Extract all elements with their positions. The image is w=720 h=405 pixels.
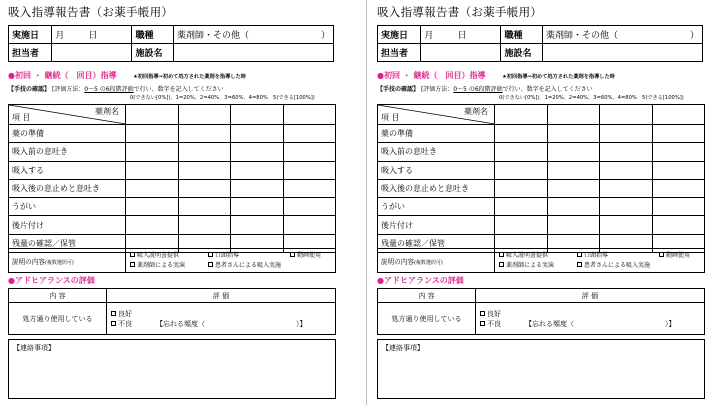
score-cell[interactable] [126,179,179,197]
drug-name-cell[interactable] [283,105,336,125]
checkbox-icon[interactable] [130,252,135,257]
table-row [9,161,336,179]
checkbox-icon[interactable] [208,262,213,267]
method-suffix: で行い、数字を記入してください [502,86,593,93]
score-cell[interactable] [178,125,231,143]
option-verbal[interactable] [577,251,608,261]
score-cell[interactable] [600,143,653,161]
page-divider [366,0,367,405]
table-row [378,198,705,216]
contact-label: 【連絡事項】 [382,344,424,352]
explanation-sublabel: (複数選択可) [413,260,443,266]
score-cell[interactable] [231,125,284,143]
drug-name-cell[interactable] [231,105,284,125]
table-row [378,143,705,161]
skill-table [377,104,705,253]
score-cell[interactable] [652,161,705,179]
table-row [9,179,336,197]
method-underlined: 0～5 の6段階評価 [84,86,134,93]
skill-table-header [378,105,705,125]
option-bad[interactable] [480,319,700,329]
option-pharmacist-demo[interactable] [130,261,185,271]
option-label: 薬剤師による実演 [137,262,186,269]
table-row [378,216,705,234]
row-label: 残量の確認／保管 [9,234,126,252]
checkbox-icon[interactable] [499,252,504,257]
session-type: ●初回 ・ 継続（ 回目）指導 [8,71,117,80]
skill-check-line [377,84,593,93]
drug-name-cell[interactable] [495,105,548,125]
row-label: 吸入後の息止めと息吐き [378,179,495,197]
option-label: 患者さんによる吸入実施 [215,262,282,269]
score-cell[interactable] [652,125,705,143]
row-label: 薬の準備 [9,125,126,143]
option-label: 薬剤師による実演 [506,262,555,269]
forget-frequency: 【忘れる頻度（ ）】 [156,319,307,328]
score-cell[interactable] [547,161,600,179]
method-suffix: で行い、数字を記入してください [133,86,224,93]
checkbox-icon[interactable] [111,321,116,326]
row-label: 吸入後の息止めと息吐き [9,179,126,197]
option-label: 吸入説明書提供 [506,252,549,259]
score-cell[interactable] [547,125,600,143]
row-label: 後片付け [378,216,495,234]
checkbox-icon[interactable] [577,252,582,257]
option-label: 口頭指導 [215,252,240,259]
report-form [373,0,711,405]
score-cell[interactable] [126,125,179,143]
score-cell[interactable] [600,179,653,197]
score-cell[interactable] [652,179,705,197]
corner-top-label: 薬剤名 [95,107,119,116]
role-label: 職種 [501,26,543,44]
drug-name-cell[interactable] [652,105,705,125]
scale-line: 0(できない[0%])、1=20%、2=40%、3=60%、4=80% 5(できる[100%]) [499,95,684,101]
contact-notes[interactable] [377,339,705,399]
score-cell[interactable] [600,216,653,234]
staff-label: 担当者 [9,44,52,62]
checkbox-icon[interactable] [290,252,295,257]
table-row [9,198,336,216]
date-label: 実施日 [378,26,421,44]
skill-check-label: 【手技の確認】 [377,86,420,93]
option-label: 患者さんによる吸入実施 [584,262,651,269]
score-cell[interactable] [283,179,336,197]
scale-line: 0(できない[0%])、1=20%、2=40%、3=60%、4=80% 5(できる[100%]) [130,95,315,101]
score-cell[interactable] [231,216,284,234]
adherence-title: ●アドヒアランスの評価 [377,276,464,285]
row-label: 薬の準備 [378,125,495,143]
option-video[interactable] [659,251,690,261]
score-cell[interactable] [547,198,600,216]
adherence-title: ●アドヒアランスの評価 [8,276,95,285]
checkbox-icon[interactable] [111,311,116,316]
score-cell[interactable] [547,179,600,197]
good-label: 良好 [118,309,132,318]
corner-top-label: 薬剤名 [464,107,488,116]
adherence-row-label: 処方通り使用している [9,303,107,335]
explanation-label [9,249,126,272]
option-bad[interactable] [111,319,331,329]
row-label: 吸入する [378,161,495,179]
explanation-sublabel: (複数選択可) [44,260,74,266]
score-cell[interactable] [178,143,231,161]
row-label: 吸入前の息吐き [9,143,126,161]
option-handout[interactable] [499,251,548,261]
score-cell[interactable] [495,125,548,143]
session-line [377,70,615,81]
report-form [4,0,342,405]
score-cell[interactable] [495,179,548,197]
col-eval: 評 価 [476,289,705,303]
option-handout[interactable] [130,251,179,261]
table-row [9,143,336,161]
contact-label: 【連絡事項】 [13,344,55,352]
score-cell[interactable] [283,161,336,179]
explanation-label [378,249,495,272]
drug-name-cell[interactable] [600,105,653,125]
explanation-box [377,248,705,273]
checkbox-icon[interactable] [499,262,504,267]
explanation-label-text: 説明の内容 [12,258,45,266]
checkbox-icon[interactable] [480,311,485,316]
score-cell[interactable] [231,198,284,216]
option-label: 口頭指導 [584,252,609,259]
score-cell[interactable] [652,216,705,234]
score-cell[interactable] [283,216,336,234]
bad-label: 不良 [487,319,501,328]
row-label: うがい [9,198,126,216]
score-cell[interactable] [126,143,179,161]
table-row [9,125,336,143]
role-field[interactable]: 薬剤師・その他（ ） [173,26,333,44]
skill-check-line [8,84,224,93]
date-field[interactable]: 月 日 [52,26,132,44]
score-cell[interactable] [547,143,600,161]
score-cell[interactable] [178,216,231,234]
adherence-eval-cell [476,303,705,335]
header-table [377,25,703,62]
skill-table [8,104,336,253]
checkbox-icon[interactable] [577,262,582,267]
form-title: 吸入指導報告書（お薬手帳用） [377,5,543,19]
score-cell[interactable] [178,198,231,216]
score-cell[interactable] [126,198,179,216]
table-row [378,161,705,179]
explanation-label-text: 説明の内容 [381,258,414,266]
date-field[interactable]: 月 日 [421,26,501,44]
contact-notes[interactable] [8,339,336,399]
score-cell[interactable] [231,143,284,161]
score-cell[interactable] [495,198,548,216]
score-cell[interactable] [178,161,231,179]
checkbox-icon[interactable] [208,252,213,257]
option-video[interactable] [290,251,321,261]
score-cell[interactable] [495,161,548,179]
table-row [9,216,336,234]
score-cell[interactable] [600,161,653,179]
row-label: うがい [378,198,495,216]
option-label: 吸入説明書提供 [137,252,180,259]
session-note: ★初回指導⇒初めて処方された薬剤を指導した時 [502,74,615,80]
skill-table-header [9,105,336,125]
adherence-table [377,288,705,335]
session-note: ★初回指導⇒初めて処方された薬剤を指導した時 [133,74,246,80]
header-table [8,25,334,62]
method-prefix: [評価方法： [51,86,85,93]
score-cell[interactable] [231,179,284,197]
score-cell[interactable] [495,143,548,161]
row-label: 吸入する [9,161,126,179]
option-good[interactable] [480,309,700,319]
score-cell[interactable] [231,161,284,179]
good-label: 良好 [487,309,501,318]
table-row [378,125,705,143]
col-eval: 評 価 [107,289,336,303]
forget-frequency: 【忘れる頻度（ ）】 [525,319,676,328]
checkbox-icon[interactable] [659,252,664,257]
staff-field[interactable] [52,44,132,62]
session-type: ●初回 ・ 継続（ 回目）指導 [377,71,486,80]
score-cell[interactable] [126,161,179,179]
adherence-eval-cell [107,303,336,335]
drug-name-cell[interactable] [126,105,179,125]
score-cell[interactable] [600,198,653,216]
option-verbal[interactable] [208,251,239,261]
col-content: 内 容 [378,289,476,303]
score-cell[interactable] [283,143,336,161]
checkbox-icon[interactable] [480,321,485,326]
session-line [8,70,246,81]
option-label: 動画使用 [666,252,691,259]
score-cell[interactable] [547,216,600,234]
staff-field[interactable] [421,44,501,62]
checkbox-icon[interactable] [130,262,135,267]
corner-cell [378,105,495,125]
role-label: 職種 [132,26,174,44]
facility-label: 施設名 [132,44,174,62]
score-cell[interactable] [495,216,548,234]
col-content: 内 容 [9,289,107,303]
row-label: 後片付け [9,216,126,234]
bad-label: 不良 [118,319,132,328]
score-cell[interactable] [283,125,336,143]
score-cell[interactable] [126,216,179,234]
corner-cell [9,105,126,125]
corner-bottom-label: 項 目 [381,113,400,122]
corner-bottom-label: 項 目 [12,113,31,122]
option-patient-practice[interactable] [577,261,650,271]
score-cell[interactable] [178,179,231,197]
score-cell[interactable] [652,198,705,216]
method-underlined: 0～5 の6段階評価 [453,86,503,93]
score-cell[interactable] [283,198,336,216]
option-pharmacist-demo[interactable] [499,261,554,271]
form-title: 吸入指導報告書（お薬手帳用） [8,5,174,19]
staff-label: 担当者 [378,44,421,62]
role-field[interactable]: 薬剤師・その他（ ） [542,26,702,44]
score-cell[interactable] [652,143,705,161]
explanation-box [8,248,336,273]
facility-field[interactable] [542,44,702,62]
drug-name-cell[interactable] [178,105,231,125]
option-label: 動画使用 [297,252,322,259]
adherence-table [8,288,336,335]
adherence-row-label: 処方通り使用している [378,303,476,335]
option-patient-practice[interactable] [208,261,281,271]
row-label: 残量の確認／保管 [378,234,495,252]
facility-field[interactable] [173,44,333,62]
table-row [378,179,705,197]
method-prefix: [評価方法： [420,86,454,93]
facility-label: 施設名 [501,44,543,62]
score-cell[interactable] [600,125,653,143]
option-good[interactable] [111,309,331,319]
skill-check-label: 【手技の確認】 [8,86,51,93]
drug-name-cell[interactable] [547,105,600,125]
row-label: 吸入前の息吐き [378,143,495,161]
date-label: 実施日 [9,26,52,44]
